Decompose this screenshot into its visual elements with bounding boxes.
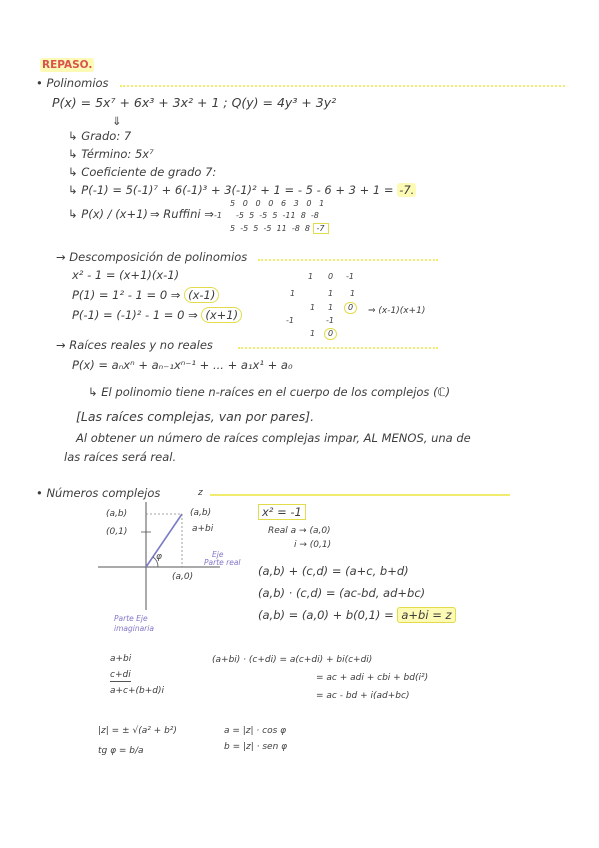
product-rule: (a,b) · (c,d) = (ac-bd, ad+bc) bbox=[258, 586, 426, 600]
polynomial-definition: P(x) = 5x⁷ + 6x³ + 3x² + 1 ; Q(y) = 4y³ + 3y² bbox=[52, 95, 337, 110]
real-axis-label-2: Parte real bbox=[204, 558, 241, 567]
point-label: (a,b) bbox=[190, 508, 212, 518]
ruffini-row2: -5 5 -5 5 -11 8 -8 bbox=[236, 211, 319, 220]
ruffini-row1: 5 0 0 0 6 3 0 1 bbox=[230, 199, 325, 208]
add-operand-1: a+bi bbox=[110, 654, 132, 664]
pm1-line: P(-1) = (-1)² - 1 = 0 ⇒ (x+1) bbox=[72, 308, 242, 322]
odd-roots-line2: las raíces será real. bbox=[64, 450, 177, 464]
odd-roots-line1: Al obtener un número de raíces complejas impar, AL MENOS, una de bbox=[76, 431, 471, 445]
z-label: z bbox=[198, 488, 203, 498]
mult-line-3: = ac - bd + i(ad+bc) bbox=[316, 691, 410, 701]
ruffini-label: ⇒ Ruffini ⇒ bbox=[150, 207, 214, 221]
factored-result: ⇒ (x-1)(x+1) bbox=[368, 306, 426, 316]
modulus: |z| = ± √(a² + b²) bbox=[98, 726, 177, 736]
complex-pairs-note: [Las raíces complejas, van por pares]. bbox=[76, 409, 315, 424]
evaluation-result: -7. bbox=[399, 183, 415, 197]
unit-label: (0,1) bbox=[106, 527, 128, 537]
i-squared-box: x² = -1 bbox=[258, 504, 306, 520]
real-map: Real a → (a,0) bbox=[268, 526, 331, 536]
imag-axis-label-1: Parte Eje bbox=[114, 614, 148, 623]
real-axis-label-1: Eje bbox=[212, 550, 224, 559]
abi-label: a+bi bbox=[192, 524, 214, 534]
ruffini-row3: 5 -5 5 -5 11 -8 8 -7 bbox=[230, 224, 329, 234]
sum-rule: (a,b) + (c,d) = (a+c, b+d) bbox=[258, 564, 409, 578]
implies-arrow: ⇓ bbox=[112, 114, 122, 128]
raices-heading: → Raíces reales y no reales bbox=[56, 338, 213, 352]
p1-line: P(1) = 1² - 1 = 0 ⇒ (x-1) bbox=[72, 288, 219, 302]
b-equation: b = |z| · sen φ bbox=[224, 742, 288, 752]
tangent: tg φ = b/a bbox=[98, 746, 144, 756]
coeficiente-line: ↳ Coeficiente de grado 7: bbox=[68, 165, 217, 179]
mult-line-2: = ac + adi + cbi + bd(i²) bbox=[316, 673, 429, 683]
polinomios-heading: • Polinomios bbox=[36, 76, 109, 90]
evaluation-text: ↳ P(-1) = 5(-1)⁷ + 6(-1)³ + 3(-1)² + 1 = - 5 - 6 + 3 + 1 = bbox=[68, 183, 394, 197]
decompose-result: a+bi = z bbox=[397, 607, 455, 623]
pm1-result: (x+1) bbox=[201, 307, 242, 323]
complejos-heading: • Números complejos bbox=[36, 486, 161, 500]
phi-label: φ bbox=[156, 552, 162, 562]
notes-page: REPASO. • Polinomios P(x) = 5x⁷ + 6x³ + 3x² + 1 ; Q(y) = 4y³ + 3y² ⇓ ↳ Grado: 7 ↳ Término: 5x⁷ ↳ Coeficiente de grado 7: ↳ P(-1) = 5(-1)⁷ + 6(-1)³ + 3(-1)² + 1 = - 5 - 6 + 3 + 1 = -7. ↳ P(x) / (x+1) ⇒ Ruffini ⇒ 5 0 0 0 6 3 0 1 -1 -5 5 -5 5 -11 8 -8 5 -5 5 -5 11 -8 8 -7 → Descomposición de polinomios x² - 1 = (x+1)(x-1) P(1) = 1² - 1 = 0 ⇒ (x-1) P(-1) = (-1)² - 1 = 0 ⇒ (x+1) 1 0 -1 1 1 1 1 1 0 -1 -1 1 0 ⇒ (x-1)(x+1) → Raíces reales y no reales P(x) = aₙxⁿ + aₙ₋₁xⁿ⁻¹ + ... + a₁x¹ + a₀ ↳ El polinomio tiene n-raíces en el cuerpo de los complejos (ℂ) [Las raíces complejas, van por pares]. Al obtener un número de raíces complejas impar, AL MENOS, una de las raíces será real. • Números complejos z (a,b) (0,1) (a,b) a+bi φ (a,0) Eje Parte real Parte Eje imaginaria x² = -1 Real a → (a,0) i → (0,1) (a,b) + (c,d) = (a+c, b+d) (a,b) · (c,d) = (ac-bd, ad+bc) (a,b) = (a,0) + b(0,1) = a+bi = z a+bi c+di a+c+(b+d)i (a+bi) · (c+di) = a(c+di) + bi(c+di) = ac + adi + cbi + bd(i²) = ac - bd + i(ad+bc) |z| = ± √(a² + b²) tg φ = b/a a = |z| · cos φ b = |z| · sen φ bbox=[0, 0, 599, 848]
fundamental-theorem: ↳ El polinomio tiene n-raíces en el cuerpo de los complejos (ℂ) bbox=[88, 385, 451, 399]
a-equation: a = |z| · cos φ bbox=[224, 726, 287, 736]
decompose-line: (a,b) = (a,0) + b(0,1) = a+bi = z bbox=[258, 608, 456, 622]
add-result: a+c+(b+d)i bbox=[110, 686, 165, 696]
p1-result: (x-1) bbox=[184, 287, 219, 303]
factor-equation: x² - 1 = (x+1)(x-1) bbox=[72, 268, 180, 282]
division-line: ↳ P(x) / (x+1) bbox=[68, 207, 148, 221]
a0-label: (a,0) bbox=[172, 572, 194, 582]
imag-axis-label-2: imaginaria bbox=[114, 624, 154, 633]
ab-axis-label: (a,b) bbox=[106, 509, 128, 519]
ruffini-divisor: -1 bbox=[214, 211, 222, 220]
page-title: REPASO. bbox=[42, 59, 93, 71]
descomposicion-heading: → Descomposición de polinomios bbox=[56, 250, 248, 264]
general-polynomial: P(x) = aₙxⁿ + aₙ₋₁xⁿ⁻¹ + ... + a₁x¹ + a₀ bbox=[72, 358, 293, 372]
grado-line: ↳ Grado: 7 bbox=[68, 129, 132, 143]
add-operand-2: c+di bbox=[110, 670, 131, 680]
ruffini-remainder: -7 bbox=[313, 223, 329, 234]
termino-line: ↳ Término: 5x⁷ bbox=[68, 147, 154, 161]
i-map: i → (0,1) bbox=[294, 540, 332, 550]
mult-line-1: (a+bi) · (c+di) = a(c+di) + bi(c+di) bbox=[212, 655, 373, 665]
